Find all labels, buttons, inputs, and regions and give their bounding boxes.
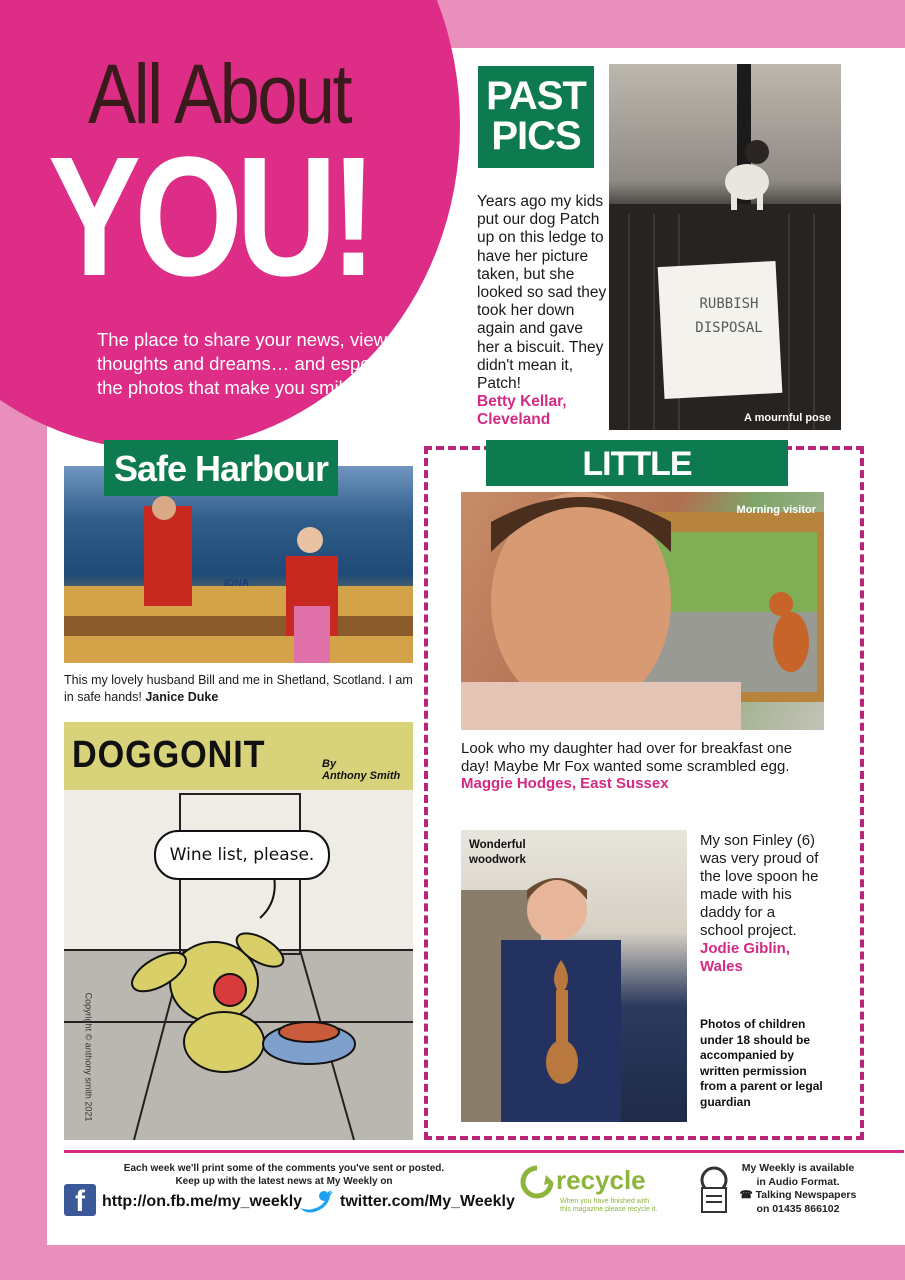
recycle-word: recycle [556,1165,646,1195]
twitter-icon[interactable] [298,1188,334,1214]
little-treasures-label [486,440,788,486]
dog-scene [609,64,841,430]
past-pics-label [478,66,594,168]
permission-notice: Photos of children under 18 should be accompanied by written permission from a parent or legal guardian [700,1017,823,1109]
fox-photo-caption: Morning visitor [736,504,816,516]
talking-newspapers-icon [694,1166,734,1216]
title-line1: All About [88,47,350,141]
cartoon-byline-name: Anthony Smith [322,770,401,782]
dog-photo [609,64,841,430]
cartoon-title: DOGGONIT [72,734,266,776]
title-line2: YOU! [48,122,371,312]
doggonit-cartoon [64,722,413,1140]
audio-line2: in Audio Format. [756,1175,840,1188]
boy-photo-caption [469,838,526,868]
fox-scene [461,492,824,730]
intro-text: The place to share your news, views, thoughts and dreams… and especially the photos that make you smile [97,329,412,398]
fox-body: Look who my daughter had over for breakfast one day! Maybe Mr Fox wanted some scrambled egg. [461,740,793,775]
finley-body: My son Finley (6) was very proud of the love spoon he made with his daddy for a school project. [700,832,819,939]
boy-caption-line1: Wonderful [469,839,526,851]
cartoon-copyright: Copyright © anthony smith 2021 [83,992,94,1122]
past-pics-label-line2: PICS [491,114,581,158]
safe-harbour-label: Safe Harbour [104,440,338,496]
audio-line4: on 01435 866102 [756,1202,840,1215]
past-pics-credit: Betty Kellar, Cleveland [477,393,567,429]
past-pics-body: Years ago my kids put our dog Patch up on this ledge to have her picture taken, but she looked so sad they took her down again and gave her a biscuit. They didn't mean it, Patch! [477,193,607,393]
audio-line3: ☎ Talking Newspapers [739,1189,857,1201]
cartoon-scene [64,722,413,1140]
dog-photo-caption: A mournful pose [744,412,831,424]
past-pics-label-line1: PAST [486,74,586,118]
sign-line1: RUBBISH [699,296,759,312]
boy-caption-line2: woodwork [469,854,526,866]
recycle-subtext [560,1198,657,1214]
footer-note [64,1162,504,1188]
little-treasures-label-bold: LITTLE [582,445,692,483]
boy-scene [461,830,687,1122]
fox-credit: Maggie Hodges, East Sussex [461,775,669,792]
safe-harbour-text [64,672,414,706]
sign-line2: DISPOSAL [695,320,763,336]
cartoon-speech-bubble: Wine list, please. [154,830,330,880]
audio-format-text [738,1162,858,1216]
facebook-link[interactable]: http://on.fb.me/my_weekly [102,1193,303,1210]
safe-harbour-credit: Janice Duke [145,690,219,704]
recycle-icon [520,1165,554,1199]
recycle-sub-line1: When you have finished with [560,1198,650,1205]
past-pics-text [477,193,607,430]
audio-line1: My Weekly is available [741,1162,855,1174]
boy-photo [461,830,687,1122]
footer-divider [64,1150,904,1153]
recycle-sub-line2: this magazine please recycle it. [560,1206,658,1213]
footer-note-line2: Keep up with the latest news at My Weekly on [175,1176,393,1187]
fox-text [461,740,821,793]
fox-photo [461,492,824,730]
finley-credit: Jodie Giblin, Wales [700,940,791,975]
boat-name: IONA [224,578,249,589]
safe-harbour-body: This my lovely husband Bill and me in Shetland, Scotland. I am in safe hands! [64,673,413,704]
twitter-link[interactable]: twitter.com/My_Weekly [340,1193,515,1210]
footer-note-line1: Each week we'll print some of the comments you've sent or posted. [123,1163,445,1174]
recycle-logo [520,1165,670,1217]
facebook-icon[interactable]: f [64,1184,96,1216]
sign-text [689,292,769,340]
cartoon-byline-by: By [322,758,337,770]
finley-text [700,832,820,976]
